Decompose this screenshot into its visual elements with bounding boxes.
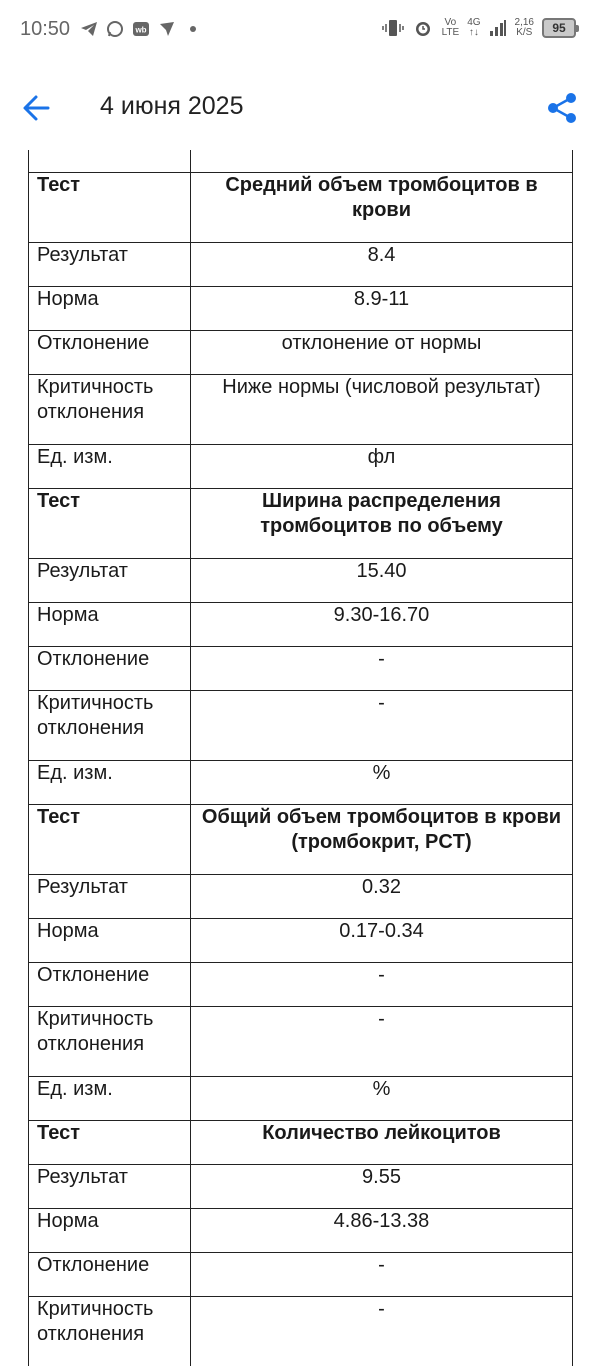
row-value: 9.30-16.70 (191, 603, 573, 647)
row-label: Ед. изм. (29, 761, 191, 805)
dot-icon (184, 20, 202, 38)
row-label: Результат (29, 1165, 191, 1209)
row-value: % (191, 1077, 573, 1121)
table-row (29, 603, 573, 647)
test-header-row (29, 173, 573, 243)
table-row (29, 243, 573, 287)
arrow-left-icon (18, 90, 54, 126)
row-value: - (191, 691, 573, 761)
status-bar (0, 0, 600, 60)
results-table-viewport[interactable] (0, 150, 600, 1366)
row-label: Тест (29, 1121, 191, 1165)
test-name: Ширина распределения тромбоцитов по объему (191, 489, 573, 559)
row-label (29, 150, 191, 173)
test-name: Средний объем тромбоцитов в крови (191, 173, 573, 243)
share-button[interactable] (544, 90, 580, 126)
status-time: 10:50 (20, 18, 71, 40)
row-label: Критичность отклонения (29, 691, 191, 761)
table-row (29, 919, 573, 963)
row-value: - (191, 963, 573, 1007)
table-row (29, 1209, 573, 1253)
table-row (29, 1007, 573, 1077)
status-indicators (382, 17, 576, 39)
page-title: 4 июня 2025 (100, 92, 244, 120)
row-value: фл (191, 445, 573, 489)
table-row (29, 445, 573, 489)
back-button[interactable] (18, 90, 54, 126)
table-row (29, 1165, 573, 1209)
test-header-row (29, 489, 573, 559)
row-label: Ед. изм. (29, 445, 191, 489)
row-value: 4.86-13.38 (191, 1209, 573, 1253)
data-speed: 2,16 K/S (514, 17, 534, 38)
svg-text:wb: wb (135, 25, 147, 35)
row-label: Тест (29, 489, 191, 559)
row-value: - (191, 1007, 573, 1077)
table-row (29, 1297, 573, 1366)
row-label: Норма (29, 919, 191, 963)
telegram-icon (80, 20, 98, 38)
table-row (29, 559, 573, 603)
send-icon (158, 20, 176, 38)
table-row (29, 375, 573, 445)
table-row (29, 691, 573, 761)
row-label: Отклонение (29, 331, 191, 375)
row-value: % (191, 761, 573, 805)
row-value: отклонение от нормы (191, 331, 573, 375)
signal-icon (489, 19, 507, 37)
test-name: Количество лейкоцитов (191, 1121, 573, 1165)
row-value: 9.55 (191, 1165, 573, 1209)
row-label: Отклонение (29, 647, 191, 691)
row-label: Тест (29, 173, 191, 243)
row-label: Норма (29, 603, 191, 647)
row-label: Результат (29, 243, 191, 287)
app-bar (0, 76, 600, 138)
table-row (29, 287, 573, 331)
row-label: Норма (29, 1209, 191, 1253)
row-label: Ед. изм. (29, 1077, 191, 1121)
table-row (29, 963, 573, 1007)
test-header-row (29, 805, 573, 875)
row-value: 0.17-0.34 (191, 919, 573, 963)
network-type: 4G ↑↓ (467, 17, 481, 38)
share-icon (544, 90, 580, 126)
row-label: Результат (29, 559, 191, 603)
row-value: - (191, 1253, 573, 1297)
row-value (191, 150, 573, 173)
row-label: Результат (29, 875, 191, 919)
table-row (29, 331, 573, 375)
table-row (29, 875, 573, 919)
notification-icons (80, 20, 202, 38)
row-value: 15.40 (191, 559, 573, 603)
wb-icon (132, 20, 150, 38)
test-header-row (29, 1121, 573, 1165)
row-label: Критичность отклонения (29, 375, 191, 445)
row-value: - (191, 647, 573, 691)
volte-indicator: Vo LTE (441, 17, 460, 38)
table-row (29, 150, 573, 173)
table-row (29, 1253, 573, 1297)
alarm-icon (412, 17, 434, 39)
row-label: Отклонение (29, 963, 191, 1007)
row-label: Тест (29, 805, 191, 875)
row-label: Отклонение (29, 1253, 191, 1297)
row-label: Критичность отклонения (29, 1297, 191, 1366)
vibrate-icon (382, 17, 404, 39)
row-value: - (191, 1297, 573, 1366)
table-row (29, 761, 573, 805)
row-label: Критичность отклонения (29, 1007, 191, 1077)
row-value: 0.32 (191, 875, 573, 919)
table-row (29, 647, 573, 691)
row-value: Ниже нормы (числовой результат) (191, 375, 573, 445)
table-row (29, 1077, 573, 1121)
battery-icon: 95 (542, 18, 576, 38)
whatsapp-icon (106, 20, 124, 38)
row-value: 8.9-11 (191, 287, 573, 331)
test-name: Общий объем тромбоцитов в крови (тромбокрит, PCT) (191, 805, 573, 875)
row-label: Норма (29, 287, 191, 331)
row-value: 8.4 (191, 243, 573, 287)
results-table (28, 150, 573, 1366)
